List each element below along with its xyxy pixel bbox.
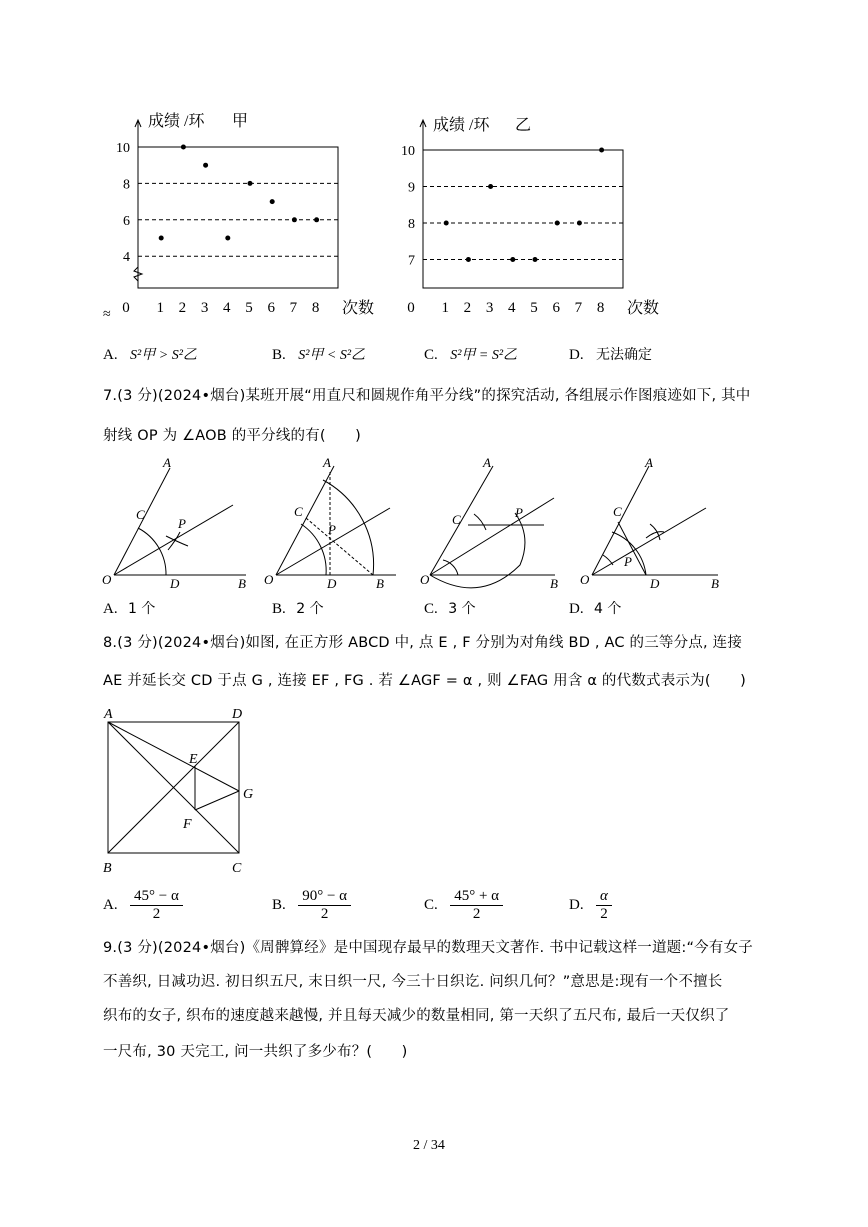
jia-data-point: [314, 217, 319, 222]
svg-text:E: E: [189, 752, 198, 767]
yi-ytick-label: 8: [408, 217, 415, 232]
yi-ytick-label: 7: [408, 253, 415, 269]
yi-frame: [423, 150, 623, 288]
svg-text:O: O: [264, 572, 274, 587]
svg-text:B: B: [550, 576, 558, 591]
jia-xtick-label: 2: [178, 300, 187, 316]
q7-stem-line2: 射线 OP 为 ∠AOB 的平分线的有( ): [103, 428, 362, 444]
yi-data-point: [444, 221, 449, 226]
yi-data-point: [533, 257, 538, 262]
jia-data-point: [181, 145, 186, 150]
svg-text:D: D: [232, 707, 243, 722]
jia-xtick-label: 3: [200, 300, 209, 316]
q6-option-c[interactable]: C. S²甲 = S²乙: [424, 347, 518, 363]
yi-data-point: [577, 221, 582, 226]
svg-text:P: P: [328, 522, 336, 537]
q7-option-a[interactable]: A. 1 个: [103, 601, 156, 617]
svg-text:C: C: [232, 861, 242, 876]
jia-frame: [138, 147, 338, 288]
q7-fig-4: [580, 455, 719, 591]
svg-text:O: O: [580, 572, 590, 587]
svg-text:B: B: [103, 861, 112, 876]
yi-data-point: [466, 257, 471, 262]
q8-option-d[interactable]: D. $\frac{\alpha}{2}$: [569, 888, 612, 923]
yi-ytick-label: 9: [408, 180, 415, 196]
jia-xtick-label: 0: [122, 300, 130, 316]
svg-text:C: C: [294, 504, 303, 519]
jia-data-point: [225, 236, 230, 241]
chart-yi-ylabel: 成绩 /环: [433, 117, 490, 134]
q7-figures: [98, 450, 778, 595]
jia-ytick-label: 6: [123, 213, 130, 229]
q8-square-figure: [98, 702, 268, 882]
q9-stem-line1: 9.(3 分)(2024•烟台)《周髀算经》是中国现存最早的数理天文著作. 书中记载这样一道题:“今有女子: [103, 940, 753, 956]
q7-fig-2: [264, 455, 396, 591]
svg-text:P: P: [624, 554, 632, 569]
svg-text:O: O: [102, 572, 112, 587]
yi-data-point: [599, 148, 604, 153]
svg-text:A: A: [163, 455, 171, 470]
jia-xtick-label: 4: [223, 300, 231, 316]
yi-xtick-label: 5: [530, 300, 538, 316]
svg-text:B: B: [376, 576, 384, 591]
svg-text:A: A: [323, 455, 331, 470]
yi-data-point: [510, 257, 515, 262]
q8-option-b[interactable]: B. $\frac{90^\circ - \alpha}{2}$: [272, 888, 351, 923]
jia-ytick-label: 8: [123, 177, 130, 193]
q9-stem-line4: 一尺布, 30 天完工, 问一共织了多少布？( ): [103, 1044, 408, 1060]
q9-stem-line2: 不善织, 日减功迟. 初日织五尺, 末日织一尺, 今三十日织讫. 问织几何？”意思是:现有一个不擅长: [103, 974, 723, 990]
yi-ytick-label: 10: [401, 144, 415, 159]
yi-xtick-label: 6: [552, 300, 560, 316]
svg-text:C: C: [452, 512, 461, 527]
svg-text:A: A: [483, 455, 491, 470]
jia-xtick-label: 1: [156, 300, 164, 316]
jia-data-point: [203, 163, 208, 168]
q8-option-c[interactable]: C. $\frac{45^\circ + \alpha}{2}$: [424, 888, 503, 923]
svg-text:D: D: [327, 576, 337, 591]
yi-xtick-label: 8: [596, 300, 605, 316]
q7-fig-3: [420, 455, 558, 591]
jia-data-point: [270, 199, 275, 204]
q7-fig-1: [102, 455, 246, 591]
yi-data-point: [555, 221, 560, 226]
svg-text:D: D: [170, 576, 180, 591]
yi-xtick-label: 3: [485, 300, 494, 316]
jia-ytick-label: 10: [116, 141, 130, 156]
yi-xtick-label: 1: [441, 300, 449, 316]
scatter-chart-yi: [385, 105, 675, 330]
svg-text:B: B: [238, 576, 246, 591]
q6-option-a[interactable]: A. S²甲 > S²乙: [103, 347, 197, 363]
svg-text:G: G: [243, 787, 254, 802]
page-number: 2 / 34: [413, 1138, 445, 1153]
jia-xtick-label: 6: [267, 300, 275, 316]
chart-jia-name: 甲: [232, 113, 249, 130]
jia-data-point: [248, 181, 253, 186]
svg-text:C: C: [136, 507, 145, 522]
svg-text:D: D: [650, 576, 660, 591]
q8-option-a[interactable]: A. $\frac{45^\circ - \alpha}{2}$: [103, 888, 183, 923]
jia-ytick-label: 4: [123, 250, 130, 266]
yi-xtick-label: 4: [508, 300, 516, 316]
q7-option-b[interactable]: B. 2 个: [272, 601, 324, 617]
yi-xtick-label: 7: [574, 300, 583, 316]
q7-option-c[interactable]: C. 3 个: [424, 601, 476, 617]
svg-text:A: A: [104, 707, 113, 722]
yi-xtick-label: 2: [463, 300, 472, 316]
chart-yi-xlabel: 次数: [627, 300, 660, 317]
svg-text:C: C: [613, 504, 622, 519]
jia-data-point: [292, 217, 297, 222]
svg-text:F: F: [183, 817, 192, 832]
svg-text:A: A: [645, 455, 653, 470]
svg-text:P: P: [178, 516, 186, 531]
q6-option-d[interactable]: D. 无法确定: [569, 347, 653, 363]
q9-stem-line3: 织布的女子, 织布的速度越来越慢, 并且每天减少的数量相同, 第一天织了五尺布, 最后一天仅织了: [103, 1008, 730, 1024]
jia-xtick-label: 7: [289, 300, 298, 316]
scatter-chart-jia: [100, 105, 390, 330]
svg-text:O: O: [420, 572, 430, 587]
yi-data-point: [488, 184, 493, 189]
jia-data-point: [159, 236, 164, 241]
q7-option-d[interactable]: D. 4 个: [569, 601, 622, 617]
chart-jia-ylabel: 成绩 /环: [148, 113, 205, 130]
q6-option-b[interactable]: B. S²甲 < S²乙: [272, 347, 366, 363]
q8-stem-line2: AE 并延长交 CD 于点 G , 连接 EF , FG . 若 ∠AGF = α , 则 ∠FAG 用含 α 的代数式表示为( ): [103, 673, 746, 689]
chart-yi-name: 乙: [515, 117, 532, 134]
q7-stem-line1: 7.(3 分)(2024•烟台)某班开展“用直尺和圆规作角平分线”的探究活动, 各组展示作图痕迹如下, 其中: [103, 388, 751, 404]
chart-jia-xlabel: 次数: [342, 300, 375, 317]
yi-xtick-label: 0: [407, 300, 415, 316]
q8-stem-line1: 8.(3 分)(2024•烟台)如图, 在正方形 ABCD 中, 点 E , F 分别为对角线 BD , AC 的三等分点, 连接: [103, 635, 743, 651]
break-mark: ≈: [103, 307, 111, 322]
jia-xtick-label: 8: [311, 300, 320, 316]
svg-text:P: P: [515, 505, 523, 520]
jia-xtick-label: 5: [245, 300, 253, 316]
svg-text:B: B: [711, 576, 719, 591]
